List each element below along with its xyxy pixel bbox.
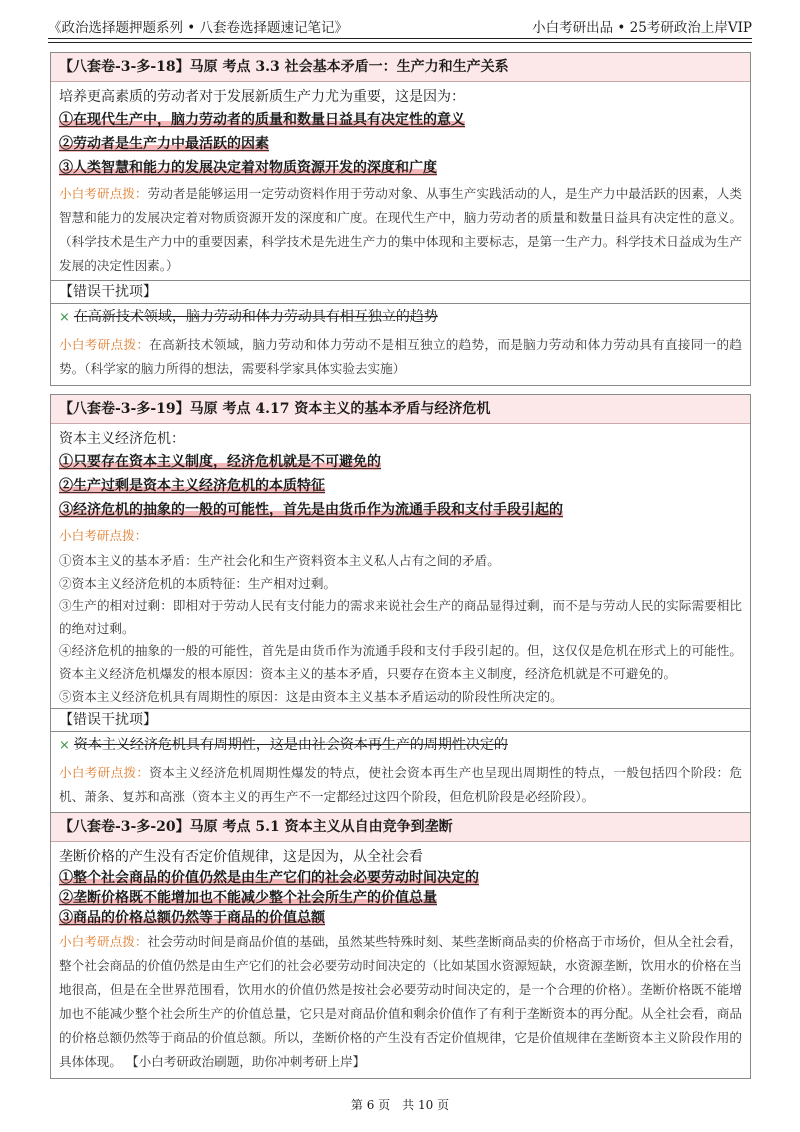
promo-text: 【小白考研政治刷题，助你冲刺考研上岸】 <box>125 1054 366 1069</box>
page-header <box>48 14 752 39</box>
wrong-option-note: 小白考研点拨：资本主义经济危机周期性爆发的特点，使社会资本再生产也呈现出周期性的特点，一般包括四个阶段：危机、萧条、复苏和高涨（资本主义的再生产不一定都经过这四个阶段，但危机阶段是必经阶段）。 <box>59 765 743 805</box>
correct-option: ①只要存在资本主义制度，经济危机就是不可避免的 <box>59 454 381 470</box>
wrong-option-note: 小白考研点拨：在高新技术领域，脑力劳动和体力劳动不是相互独立的趋势，而是脑力劳动和体力劳动具有直接同一的趋势。（科学家的脑力所得的想法，需要科学家具体实验去实施） <box>59 337 743 376</box>
correct-option: ②垄断价格既不能增加也不能减少整个社会所生产的价值总量 <box>59 890 437 906</box>
question-stem: 资本主义经济危机： <box>59 431 185 447</box>
correct-option: ①在现代生产中，脑力劳动者的质量和数量日益具有决定性的意义 <box>59 112 465 128</box>
explanation-note: 小白考研点拨：社会劳动时间是商品价值的基础，虽然某些特殊时刻、某些垄断商品卖的价格高于市场价，但从全社会看，整个社会商品的价值仍然是由生产它们的社会必要劳动时间决定的（比如某国水资源短缺，水资源垄断，饮用水的价格在当地很高，但是在全世界范围看，饮用水的价值仍然是按社会必要劳动时间决定的，是一个合理的价格）。垄断价格既不能增加也不能减少整个社会所生产的价值总量，它只是对商品价值和剩余价值作了有利于垄断资本的再分配。从全社会看，商品的价格总额仍然等于商品的价值总额。所以，垄断价格的产生没有否定价值规律，它是价值规律在垄断资本主义阶段作用的具体体现。 【小白考研政治刷题，助你冲刺考研上岸】 <box>59 934 743 1069</box>
question-title: 【八套卷-3-多-20】马原 考点 5.1 资本主义从自由竞争到垄断 <box>51 813 750 842</box>
note-tag: 小白考研点拨： <box>59 528 148 543</box>
cross-icon: × <box>59 738 70 754</box>
header-left-title: 《政治选择题押题系列 • 八套卷选择题速记笔记》 <box>48 20 349 36</box>
header-right-brand: 小白考研出品 • 25考研政治上岸VIP <box>532 20 752 36</box>
explanation-note <box>51 522 750 550</box>
wrong-option: × 资本主义经济危机具有周期性，这是由社会资本再生产的周期性决定的 <box>51 732 750 759</box>
header-rule <box>48 42 752 43</box>
explanation-point: ⑤资本主义经济危机具有周期性的原因：这是由资本主义基本矛盾运动的阶段性所决定的。 <box>59 688 563 704</box>
correct-option: ③经济危机的抽象的一般的可能性，首先是由货币作为流通手段和支付手段引起的 <box>59 502 563 518</box>
correct-option: ②劳动者是生产力中最活跃的因素 <box>59 136 269 152</box>
question-card-19 <box>50 394 751 814</box>
correct-option: ③商品的价格总额仍然等于商品的价值总额 <box>59 910 325 926</box>
explanation-point: ①资本主义的基本矛盾：生产社会化和生产资料资本主义私人占有之间的矛盾。 <box>59 553 500 568</box>
note-tag: 小白考研点拨： <box>59 765 150 781</box>
explanation-point: ②资本主义经济危机的本质特征：生产相对过剩。 <box>59 575 337 591</box>
explanation-point: ③生产的相对过剩：即相对于劳动人民有支付能力的需求来说社会生产的商品显得过剩，而不是与劳动人民的实际需要相比的绝对过剩。 <box>59 598 742 636</box>
note-tag: 小白考研点拨： <box>59 934 148 949</box>
note-tag: 小白考研点拨： <box>59 186 148 201</box>
page-number: 第 6 页 共 10 页 <box>350 1098 450 1112</box>
question-stem: 垄断价格的产生没有否定价值规律，这是因为，从全社会看 <box>59 849 423 865</box>
wrong-options-heading: 【错误干扰项】 <box>51 708 750 732</box>
explanation-point: ④经济危机的抽象的一般的可能性，首先是由货币作为流通手段和支付手段引起的。但，这仅仅是危机在形式上的可能性。资本主义经济危机爆发的根本原因：资本主义的基本矛盾，只要存在资本主义制度，经济危机就是不可避免的。 <box>59 643 742 681</box>
question-card-18 <box>50 52 751 386</box>
correct-option: ③人类智慧和能力的发展决定着对物质资源开发的深度和广度 <box>59 160 437 176</box>
cross-icon: × <box>59 310 70 325</box>
question-stem: 培养更高素质的劳动者对于发展新质生产力尤为重要，这是因为： <box>59 89 465 105</box>
note-tag: 小白考研点拨： <box>59 337 150 352</box>
question-card-20 <box>50 812 751 1079</box>
wrong-option: × 在高新技术领域，脑力劳动和体力劳动具有相互独立的趋势 <box>51 304 750 331</box>
explanation-note: 小白考研点拨：劳动者是能够运用一定劳动资料作用于劳动对象、从事生产实践活动的人，是生产力中最活跃的因素，人类智慧和能力的发展决定着对物质资源开发的深度和广度。在现代生产中，脑力劳动者的质量和数量日益具有决定性的意义。（科学技术是生产力中的重要因素，科学技术是先进生产力的集中体现和主要标志，是第一生产力。科学技术日益成为生产发展的决定性因素。） <box>59 186 743 273</box>
question-title: 【八套卷-3-多-19】马原 考点 4.17 资本主义的基本矛盾与经济危机 <box>51 395 750 424</box>
wrong-options-heading: 【错误干扰项】 <box>51 280 750 304</box>
correct-option: ①整个社会商品的价值仍然是由生产它们的社会必要劳动时间决定的 <box>59 870 479 886</box>
correct-option: ②生产过剩是资本主义经济危机的本质特征 <box>59 478 325 494</box>
question-title: 【八套卷-3-多-18】马原 考点 3.3 社会基本矛盾一：生产力和生产关系 <box>51 53 750 82</box>
